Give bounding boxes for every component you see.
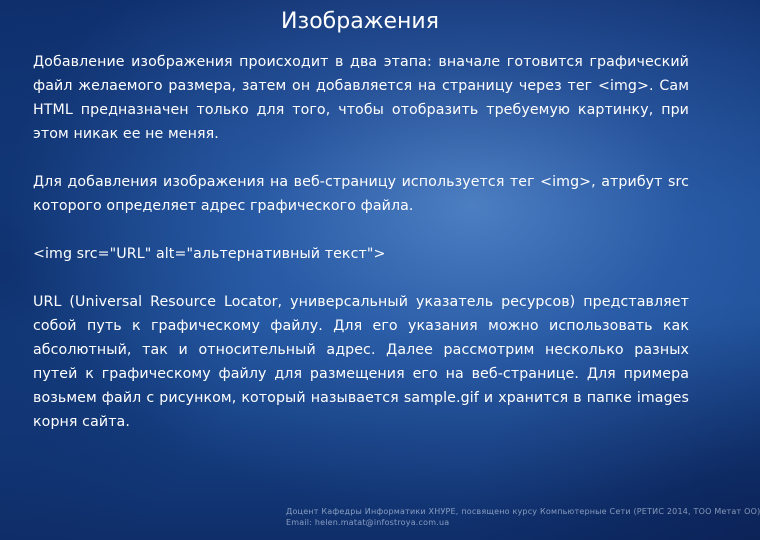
footer-author-line: Доцент Кафедры Информатики ХНУРЕ, посвящено курсу Компьютерные Сети (РЕТИС 2014, ТОО Метат ОО) [286, 507, 760, 516]
slide-footer [286, 506, 760, 528]
paragraph-url: URL (Universal Resource Locator, универсальный указатель ресурсов) представляет собой путь к графическому файлу. Для его указания можно использовать как абсолютный, так и относительный адрес. Далее рассмотрим несколько разных путей к графическому файлу для размещения его на веб-странице. Для примера возьмем файл с рисунком, который называется sample.gif и хранится в папке images корня сайта. [33, 294, 689, 430]
img-tag-syntax: <img src="URL" alt="альтернативный текст"> [33, 246, 386, 262]
footer-email-line: Email: helen.matat@infostroya.com.ua [286, 518, 450, 527]
slide-body [33, 50, 689, 458]
paragraph-img-tag: Для добавления изображения на веб-страницу используется тег <img>, атрибут src которого определяет адрес графического файла. [33, 174, 689, 214]
slide-title: Изображения [281, 9, 439, 34]
paragraph-intro: Добавление изображения происходит в два этапа: вначале готовится графический файл желаемого размера, затем он добавляется на страницу через тег <img>. Сам HTML предназначен только для того, чтобы отобразить требуемую картинку, при этом никак ее не меняя. [33, 54, 689, 142]
